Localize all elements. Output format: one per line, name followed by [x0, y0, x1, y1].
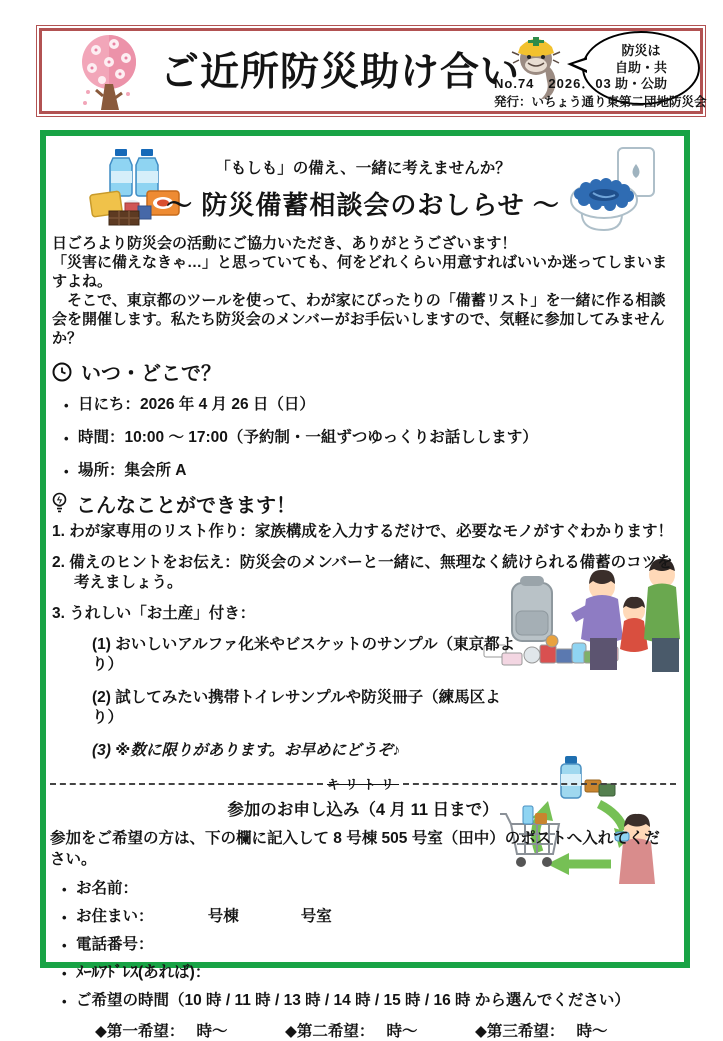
feature-item-2: 2. 備えのヒントをお伝え：防災会のメンバーと一緒に、無理なく続けられる備蓄のコツを考えましょう。 [52, 554, 673, 591]
cut-here-line [50, 774, 676, 793]
when-where-heading-label: いつ・どこで？ [81, 363, 221, 385]
list-item-date: • 日にち：2026 年 4 月 26 日（日） [64, 395, 676, 414]
second-choice: ◆第二希望： 時～ [285, 1023, 418, 1040]
field-phone: • 電話番号： [62, 935, 532, 954]
cherry-tree-illustration [76, 34, 142, 112]
feature-item-1: 1. わが家専用のリスト作り：家族構成を入力するだけで、必要なモノがすぐわかります！ [52, 523, 673, 540]
intro-line: 「災害に備えなきゃ…」と思っていても、何をどれくらい用意すればいいか迷ってしまいますよね。 [52, 254, 668, 290]
publisher-line: 発行：いちょう通り東第二団地防災会 [494, 95, 707, 109]
notice-title: ～ 防災備蓄相談会のおしらせ ～ [166, 190, 560, 220]
list-item-time: • 時間：10:00 ～ 17:00（予約制・一組ずつゆっくりお話しします） [64, 428, 676, 447]
preference-row [95, 1019, 676, 1041]
features-list [52, 522, 676, 624]
issue-number: No.74 2026．03 [494, 76, 612, 91]
lightbulb-icon [52, 492, 67, 515]
field-name: • お名前： [62, 879, 532, 898]
cut-dashed-line [403, 783, 676, 785]
cut-here-label: キリトリ [327, 777, 400, 792]
when-where-list [64, 395, 676, 480]
field-address: • お住まい： 号棟 号室 [62, 907, 532, 926]
notice-content [46, 136, 684, 1040]
newsletter-title: ご近所防災助け合い [159, 51, 520, 94]
header-banner [36, 25, 706, 117]
cut-dashed-line [50, 783, 323, 785]
intro-paragraphs [52, 234, 674, 348]
header-inner-frame [39, 28, 707, 114]
field-email: • ﾒｰﾙｱﾄﾞﾚｽ(あれば)： [62, 963, 532, 982]
intro-line: 日ごろより防災会の活動にご協力いただき、ありがとうございます！ [52, 235, 517, 252]
intro-line: そこで、東京都のツールを使って、わが家にぴったりの「備蓄リスト」を一緒に作る相談会を開催します。私たち防災会のメンバーがお手伝いしますので、気軽に参加してみませんか？ [52, 292, 666, 347]
feature-item-3: 3. うれしい「お土産」付き： [52, 605, 256, 622]
when-where-section-heading [52, 357, 676, 386]
application-form-fields [62, 879, 676, 1010]
notice-heading-block [50, 144, 676, 222]
notice-box [40, 130, 690, 1040]
first-choice: ◆第一希望： 時～ [95, 1023, 228, 1040]
field-preferred-time: • ご希望の時間（10 時 / 11 時 / 13 時 / 14 時 / 15 時 / 16 時 から選んでください） [62, 991, 662, 1010]
souvenir-list [92, 635, 676, 761]
souvenir-item-1: (1) おいしいアルファ化米やビスケットのサンプル（東京都より） [92, 636, 516, 673]
souvenir-item-3: (3) ※数に限りがあります。お早めにどうぞ♪ [92, 742, 401, 759]
clock-icon [52, 362, 72, 382]
bubble-line: 自助・共 [614, 59, 667, 75]
application-instruction: 参加をご希望の方は、下の欄に記入して 8 号棟 505 号室（田中）のポストへ入れてください。 [50, 830, 660, 868]
header-meta [494, 73, 706, 110]
application-heading: 参加のお申し込み（4 月 11 日まで） [227, 801, 499, 819]
bubble-line: 防災は [621, 43, 661, 59]
notice-subtitle: 「もしも」の備え、一緒に考えませんか？ [215, 160, 511, 177]
third-choice: ◆第三希望： 時～ [475, 1023, 608, 1040]
souvenir-item-2: (2) 試してみたい携帯トイレサンプルや防災冊子（練馬区より） [92, 689, 501, 726]
features-section-heading [52, 489, 676, 518]
features-heading-label: こんなことができます！ [76, 495, 296, 517]
bubble-line: 助・公助 [614, 76, 667, 92]
list-item-place: • 場所：集会所 A [64, 461, 676, 480]
